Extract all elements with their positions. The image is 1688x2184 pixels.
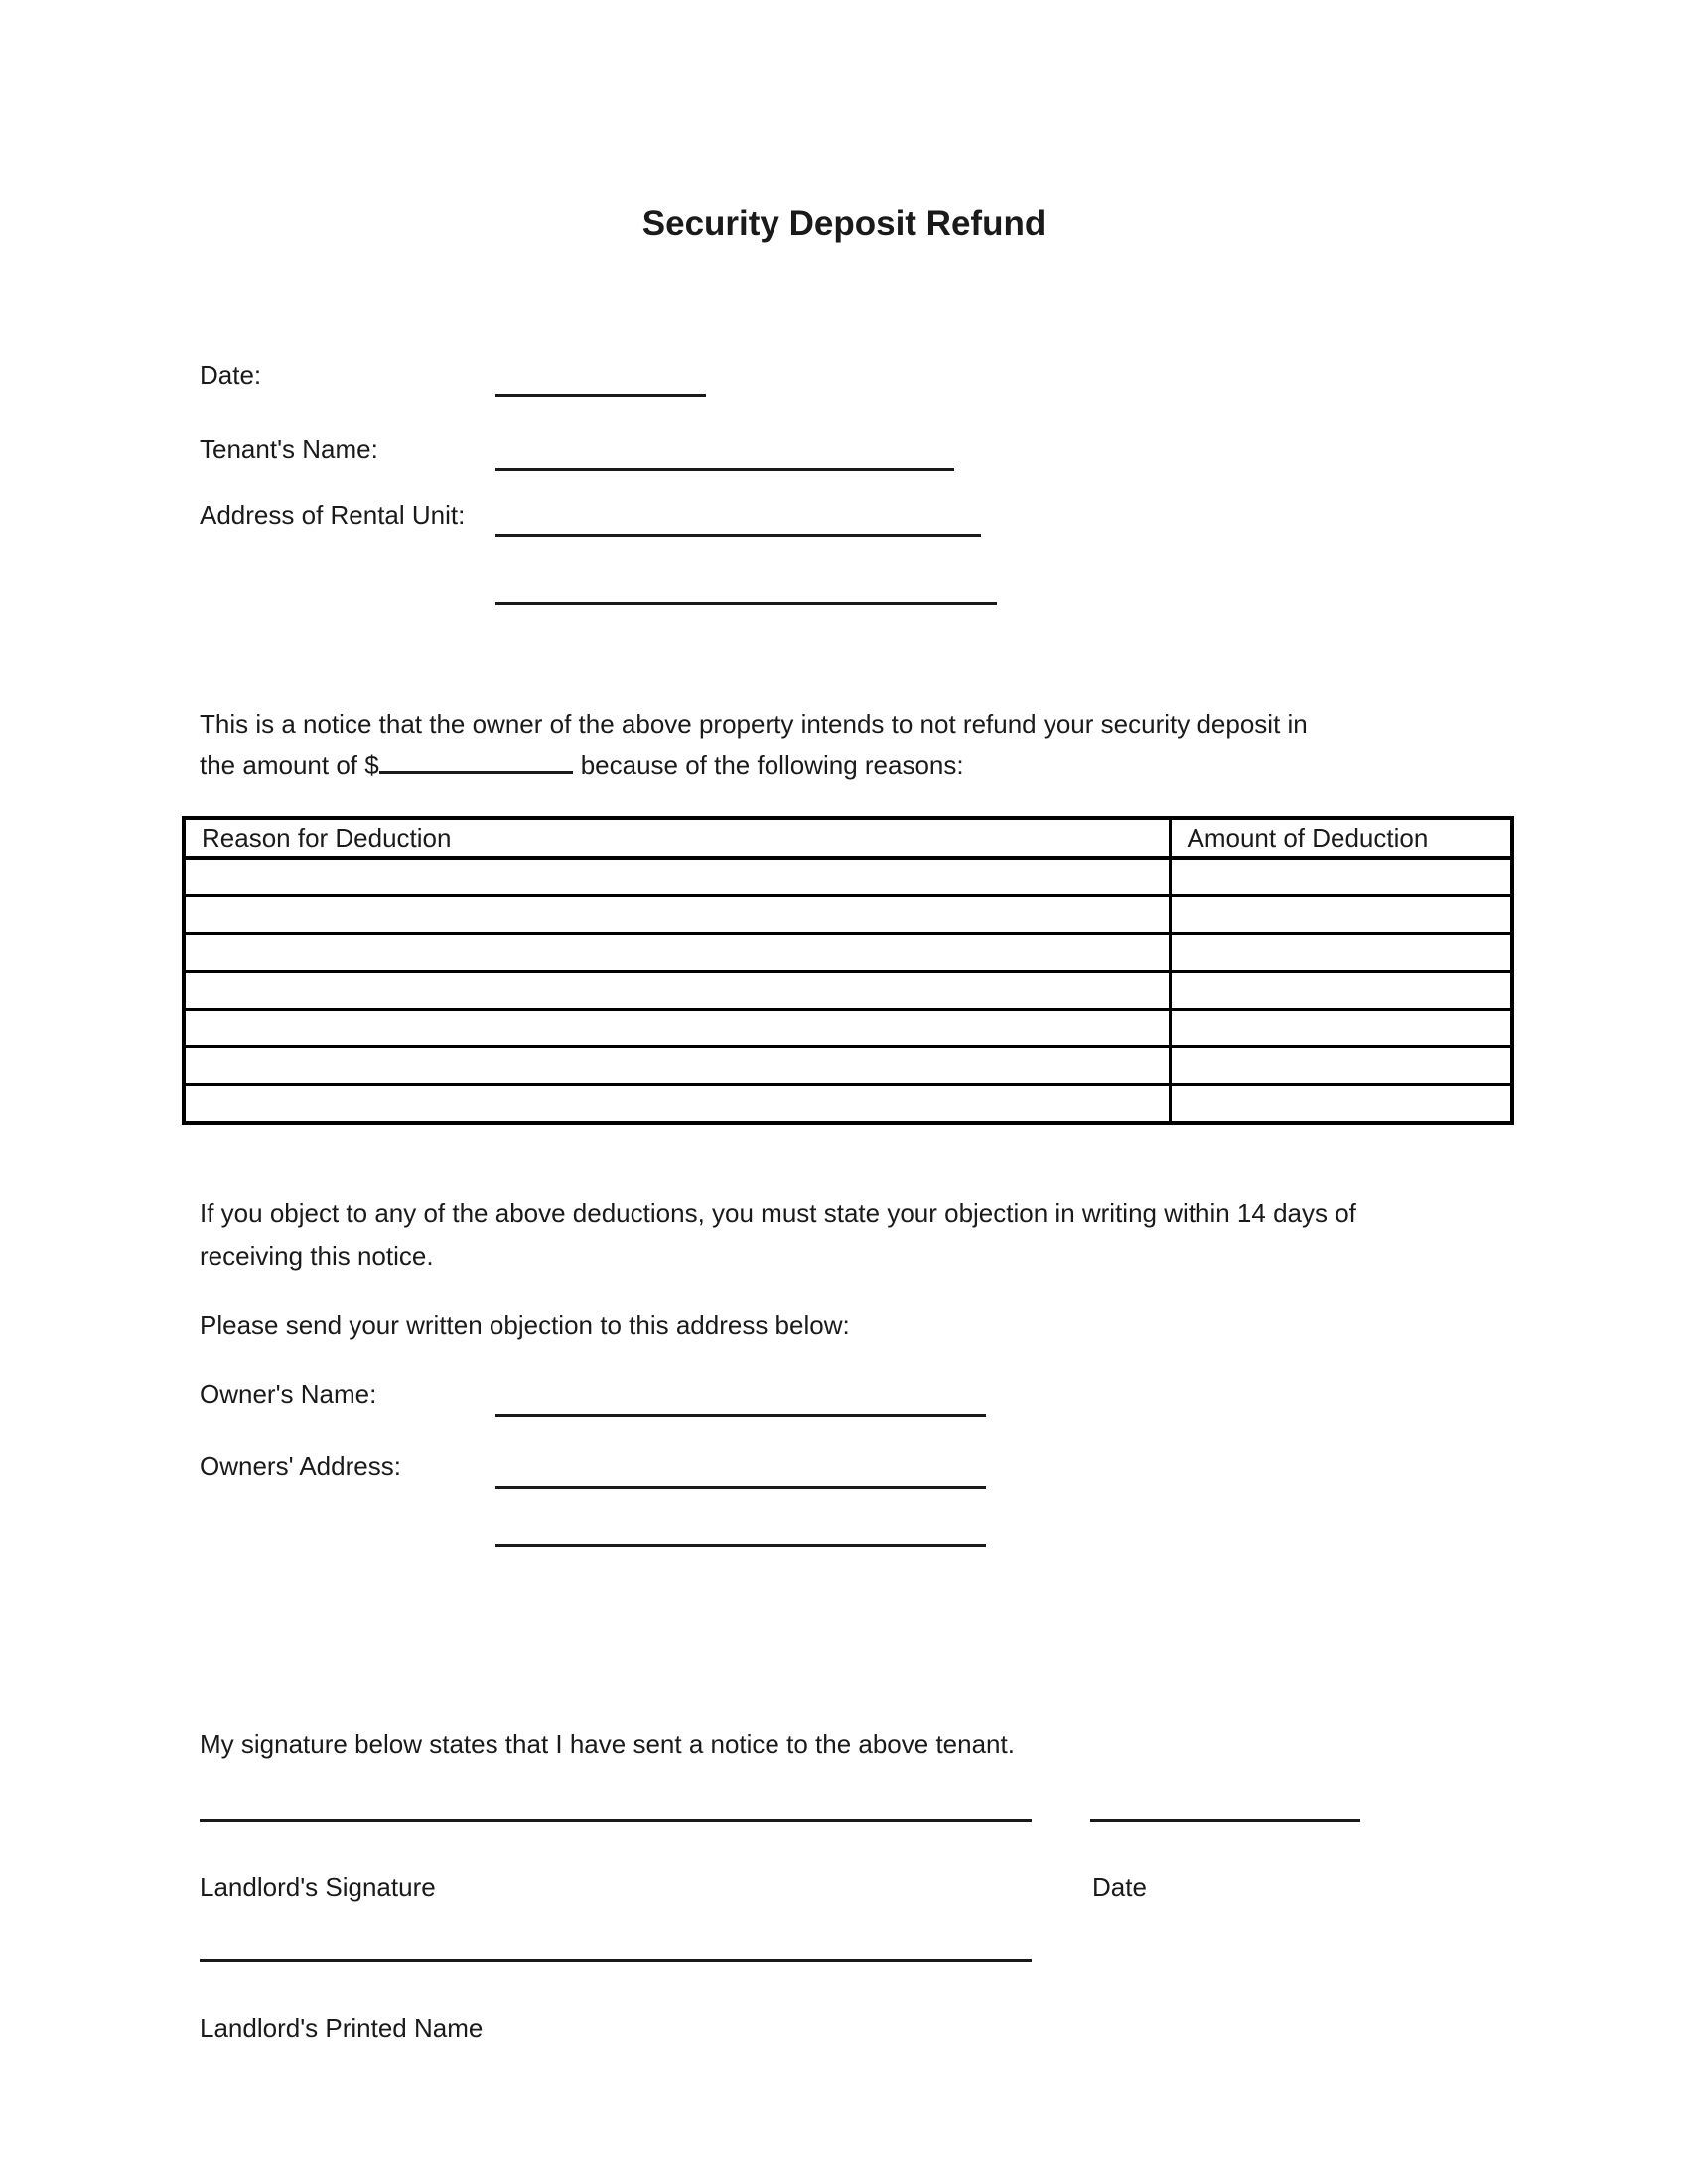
landlord-signature-input-line[interactable] bbox=[200, 1789, 1032, 1822]
amount-cell[interactable] bbox=[1170, 858, 1512, 896]
owner-name-input-line[interactable] bbox=[495, 1384, 986, 1417]
table-row bbox=[184, 1085, 1512, 1124]
tenant-name-input-line[interactable] bbox=[495, 438, 954, 471]
table-row bbox=[184, 858, 1512, 896]
deduction-table-header-row bbox=[184, 818, 1512, 858]
table-row bbox=[184, 972, 1512, 1010]
deposit-amount-input-line[interactable] bbox=[379, 765, 573, 774]
amount-cell[interactable] bbox=[1170, 1010, 1512, 1047]
amount-column-header: Amount of Deduction bbox=[1170, 818, 1512, 858]
owner-address-label: Owners' Address: bbox=[200, 1451, 401, 1481]
reason-cell[interactable] bbox=[184, 1085, 1170, 1124]
reason-column-header: Reason for Deduction bbox=[184, 818, 1170, 858]
rental-address-input-line-1[interactable] bbox=[495, 504, 981, 537]
signature-date-label: Date bbox=[1092, 1872, 1147, 1902]
notice-paragraph-line2 bbox=[200, 750, 1490, 781]
amount-cell[interactable] bbox=[1170, 1047, 1512, 1085]
document-title: Security Deposit Refund bbox=[641, 205, 1047, 243]
amount-cell[interactable] bbox=[1170, 896, 1512, 934]
signature-statement: My signature below states that I have sent a notice to the above tenant. bbox=[200, 1729, 1015, 1759]
notice-amount-suffix: because of the following reasons: bbox=[580, 751, 964, 780]
date-input-line[interactable] bbox=[495, 364, 706, 397]
amount-cell[interactable] bbox=[1170, 1085, 1512, 1124]
date-label: Date: bbox=[200, 360, 262, 390]
tenant-name-label: Tenant's Name: bbox=[200, 434, 378, 464]
reason-cell[interactable] bbox=[184, 1047, 1170, 1085]
send-instruction: Please send your written objection to this address below: bbox=[200, 1310, 850, 1340]
signature-date-input-line[interactable] bbox=[1090, 1789, 1360, 1822]
amount-cell[interactable] bbox=[1170, 972, 1512, 1010]
reason-cell[interactable] bbox=[184, 1010, 1170, 1047]
reason-cell[interactable] bbox=[184, 858, 1170, 896]
owner-name-label: Owner's Name: bbox=[200, 1379, 377, 1409]
objection-paragraph-line2: receiving this notice. bbox=[200, 1241, 434, 1271]
landlord-printed-name-input-line[interactable] bbox=[200, 1929, 1032, 1962]
landlord-printed-name-label: Landlord's Printed Name bbox=[200, 2013, 484, 2043]
table-row bbox=[184, 896, 1512, 934]
rental-address-input-line-2[interactable] bbox=[495, 572, 997, 605]
notice-paragraph-line1: This is a notice that the owner of the above property intends to not refund your security deposit in bbox=[200, 709, 1308, 739]
reason-cell[interactable] bbox=[184, 972, 1170, 1010]
owner-address-input-line-2[interactable] bbox=[495, 1514, 986, 1547]
deduction-table bbox=[182, 816, 1514, 1125]
rental-address-label: Address of Rental Unit: bbox=[200, 500, 466, 530]
owner-address-input-line-1[interactable] bbox=[495, 1456, 986, 1489]
landlord-signature-label: Landlord's Signature bbox=[200, 1872, 436, 1902]
reason-cell[interactable] bbox=[184, 934, 1170, 972]
table-row bbox=[184, 934, 1512, 972]
table-row bbox=[184, 1047, 1512, 1085]
deduction-table-body bbox=[184, 858, 1512, 1123]
table-row bbox=[184, 1010, 1512, 1047]
reason-cell[interactable] bbox=[184, 896, 1170, 934]
objection-paragraph-line1: If you object to any of the above deductions, you must state your objection in writing within 14 days of bbox=[200, 1198, 1356, 1228]
notice-amount-prefix: the amount of $ bbox=[200, 751, 379, 780]
amount-cell[interactable] bbox=[1170, 934, 1512, 972]
